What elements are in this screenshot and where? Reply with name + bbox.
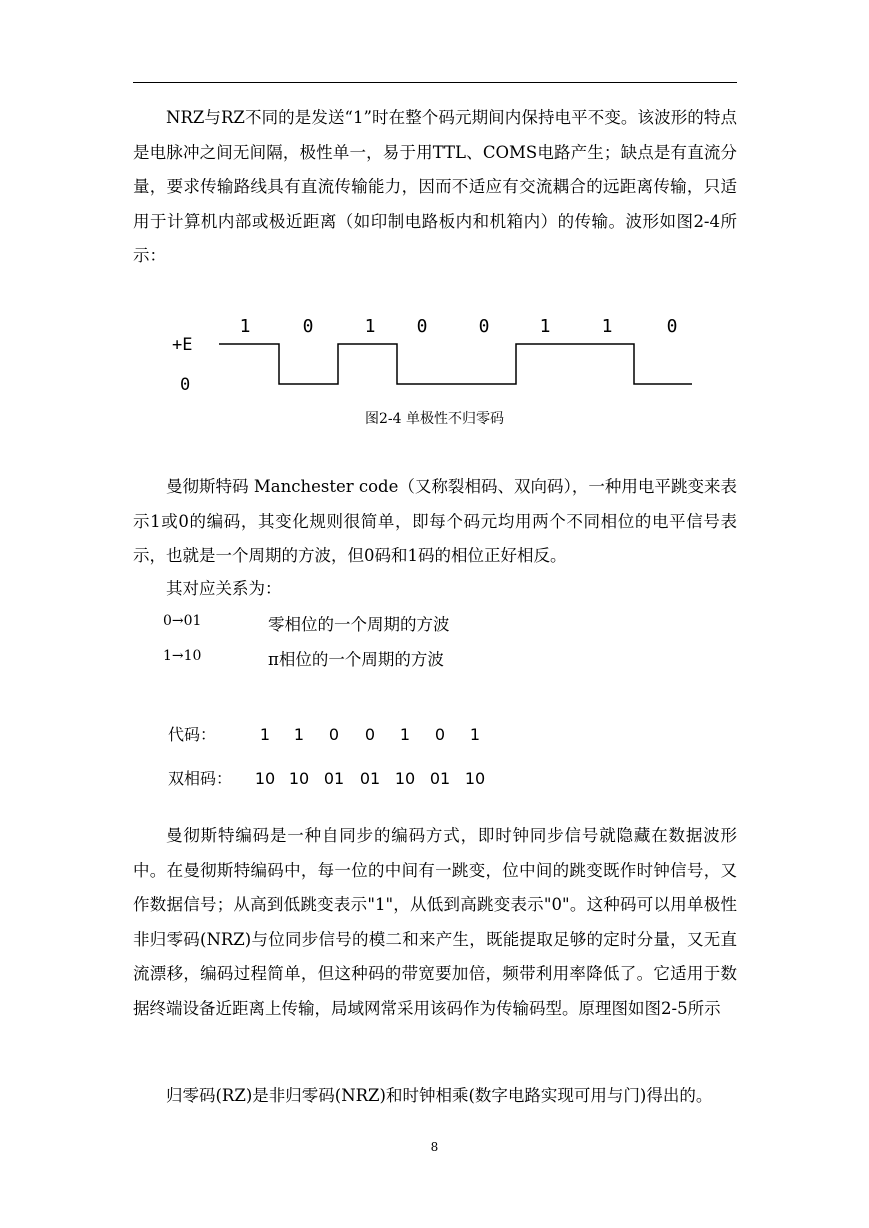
figure-caption: 图2-4 单极性不归零码 [365, 411, 504, 427]
level-low-label: 0 [180, 375, 191, 395]
mapping-code: 1→10 [163, 648, 202, 664]
bit-label: 1 [364, 316, 376, 337]
code-row-label: 代码： [168, 725, 217, 744]
paragraph-nrz: NRZ与RZ不同的是发送“1”时在整个码元期间内保持电平不变。该波形的特点是电脉冲之间无间隔，极性单一，易于用TTL、COMS电路产生；缺点是有直流分量，要求传输路线具有直流传输能力，因而不适应有交流耦合的远距离传输，只适用于计算机内部或极近距离（如印制电路板内和机箱内）的传输。波形如图2-4所示： [133, 108, 737, 265]
code-row [168, 722, 492, 745]
bit-label: 0 [416, 316, 428, 337]
bit-label: 0 [478, 316, 490, 337]
bit-label: 1 [601, 316, 613, 337]
code-value: 0 [328, 725, 340, 744]
code-value: 1 [293, 725, 305, 744]
code-value: 1 [259, 725, 271, 744]
bit-label: 0 [302, 316, 314, 337]
code-value: 1 [399, 725, 411, 744]
biphase-value: 10 [254, 769, 276, 788]
nrz-waveform-figure [160, 310, 720, 400]
code-value: 1 [469, 725, 481, 744]
paragraph-manchester-encoding: 曼彻斯特编码是一种自同步的编码方式，即时钟同步信号就隐藏在数据波形中。在曼彻斯特编码中，每一位的中间有一跳变，位中间的跳变既作时钟信号，又作数据信号；从高到低跳变表示"1"，从低到高跳变表示"0"。这种码可以用单极性非归零码(NRZ)与位同步信号的模二和来产生，既能提取足够的定时分量，又无直流漂移，编码过程简单，但这种码的带宽要加倍，频带利用率降低了。它适用于数据终端设备近距离上传输，局域网常采用该码作为传输码型。原理图如图2-5所示 [133, 826, 737, 1018]
paragraph-rz: 归零码(RZ)是非归零码(NRZ)和时钟相乘(数字电路实现可用与门)得出的。 [166, 1086, 713, 1105]
biphase-row-label: 双相码： [168, 769, 233, 788]
biphase-value: 01 [323, 769, 345, 788]
paragraph-manchester: 曼彻斯特码 Manchester code（又称裂相码、双向码），一种用电平跳变来表示1或0的编码，其变化规则很简单，即每个码元均用两个不同相位的电平信号表示，也就是一个周期的方波，但0码和1码的相位正好相反。 [133, 477, 737, 565]
biphase-value: 10 [288, 769, 310, 788]
biphase-row [168, 766, 492, 789]
code-value: 0 [434, 725, 446, 744]
biphase-value: 01 [359, 769, 381, 788]
mapping-desc: π相位的一个周期的方波 [268, 650, 444, 669]
biphase-value: 01 [429, 769, 451, 788]
page-number: 8 [430, 1140, 439, 1154]
bit-label: 0 [666, 316, 678, 337]
biphase-value: 10 [394, 769, 416, 788]
mapping-desc: 零相位的一个周期的方波 [268, 615, 450, 634]
header-rule [133, 82, 737, 83]
bit-label: 1 [239, 316, 251, 337]
bit-label: 1 [539, 316, 551, 337]
mapping-code: 0→01 [163, 613, 202, 629]
mapping-intro: 其对应关系为： [166, 579, 282, 598]
code-value: 0 [364, 725, 376, 744]
nrz-waveform [219, 344, 692, 384]
level-high-label: +E [172, 335, 193, 355]
biphase-value: 10 [464, 769, 486, 788]
